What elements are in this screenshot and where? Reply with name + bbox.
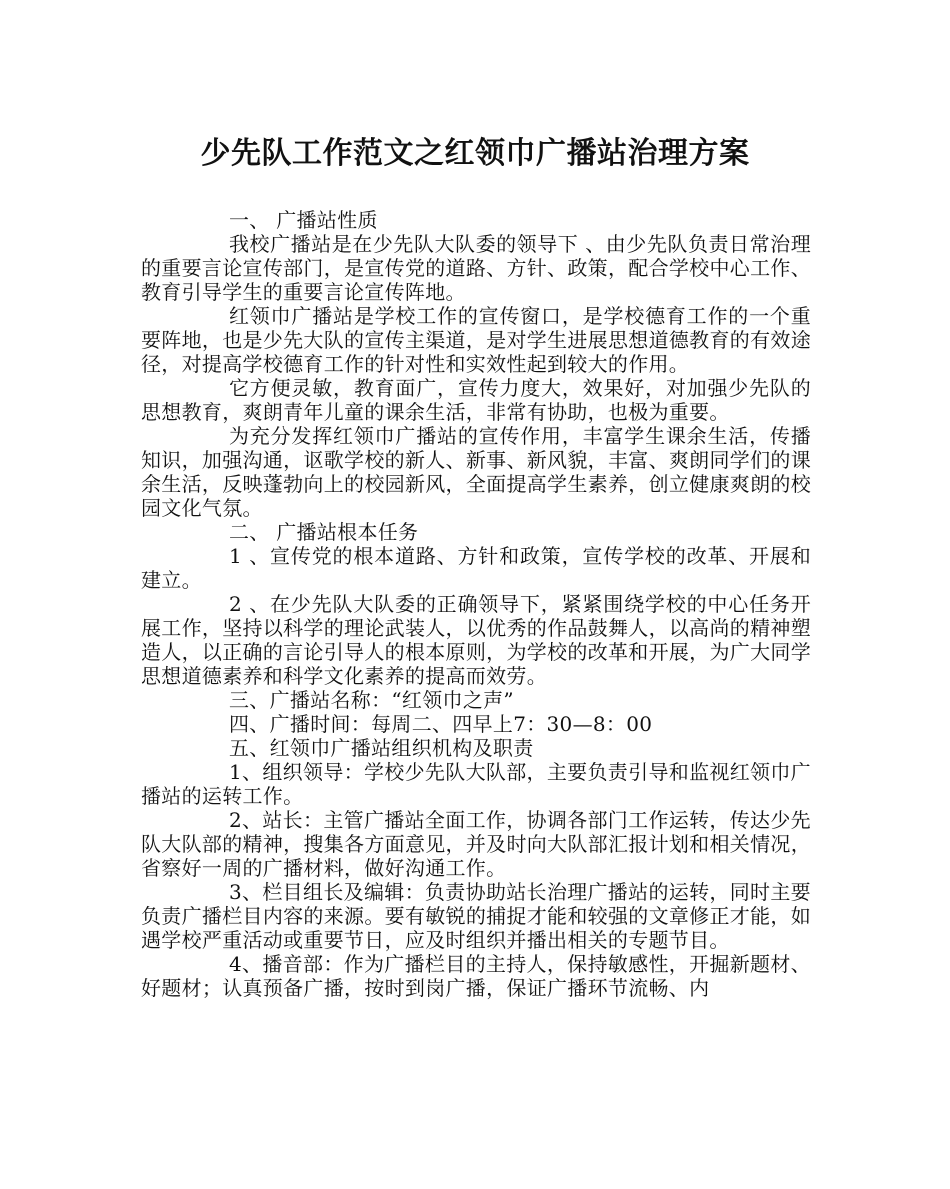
paragraph: 我校广播站是在少先队大队委的领导下 、由少先队负责日常治理的重要言论宣传部门，是宣传党的道路、方针、政策，配合学校中心工作、教育引导学生的重要言论宣传阵地。 xyxy=(141,232,811,304)
list-item: 1 、宣传党的根本道路、方针和政策，宣传学校的改革、开展和建立。 xyxy=(141,544,811,592)
document-body xyxy=(141,208,811,1000)
list-item: 3、栏目组长及编辑：负责协助站长治理广播站的运转，同时主要负责广播栏目内容的来源。要有敏锐的捕捉才能和较强的文章修正才能，如遇学校严重活动或重要节日，应及时组织并播出相关的专题节目。 xyxy=(141,880,811,952)
paragraph: 红领巾广播站是学校工作的宣传窗口，是学校德育工作的一个重要阵地，也是少先大队的宣传主渠道，是对学生进展思想道德教育的有效途径，对提高学校德育工作的针对性和实效性起到较大的作用。 xyxy=(141,304,811,376)
heading-time: 四、广播时间：每周二、四早上7：30—8：00 xyxy=(229,712,653,736)
list-item: 2 、在少先队大队委的正确领导下，紧紧围绕学校的中心任务开展工作，坚持以科学的理论武装人，以优秀的作品鼓舞人，以高尚的精神塑造人，以正确的言论引导人的根本原则，为学校的改革和开展，为广大同学思想道德素养和科学文化素养的提高而效劳。 xyxy=(141,592,811,688)
paragraph: 为充分发挥红领巾广播站的宣传作用，丰富学生课余生活，传播知识，加强沟通，讴歌学校的新人、新事、新风貌，丰富、爽朗同学们的课余生活，反映蓬勃向上的校园新风，全面提高学生素养，创立健康爽朗的校园文化气氛。 xyxy=(141,424,811,520)
heading-nature: 一、 广播站性质 xyxy=(229,208,378,232)
document-title: 少先队工作范文之红领巾广播站治理方案 xyxy=(200,136,750,171)
heading-tasks: 二、 广播站根本任务 xyxy=(229,520,419,544)
heading-name: 三、广播站名称：“红领巾之声” xyxy=(229,688,514,712)
list-item: 2、站长：主管广播站全面工作，协调各部门工作运转，传达少先队大队部的精神，搜集各方面意见，并及时向大队部汇报计划和相关情况，省察好一周的广播材料，做好沟通工作。 xyxy=(141,808,811,880)
heading-organization: 五、红领巾广播站组织机构及职责 xyxy=(229,736,534,760)
paragraph: 它方便灵敏，教育面广，宣传力度大，效果好，对加强少先队的思想教育，爽朗青年儿童的课余生活，非常有协助，也极为重要。 xyxy=(141,376,811,424)
list-item: 4、播音部：作为广播栏目的主持人，保持敏感性，开掘新题材、好题材；认真预备广播，按时到岗广播，保证广播环节流畅、内 xyxy=(141,952,811,1000)
list-item: 1、组织领导：学校少先队大队部，主要负责引导和监视红领巾广播站的运转工作。 xyxy=(141,760,811,808)
